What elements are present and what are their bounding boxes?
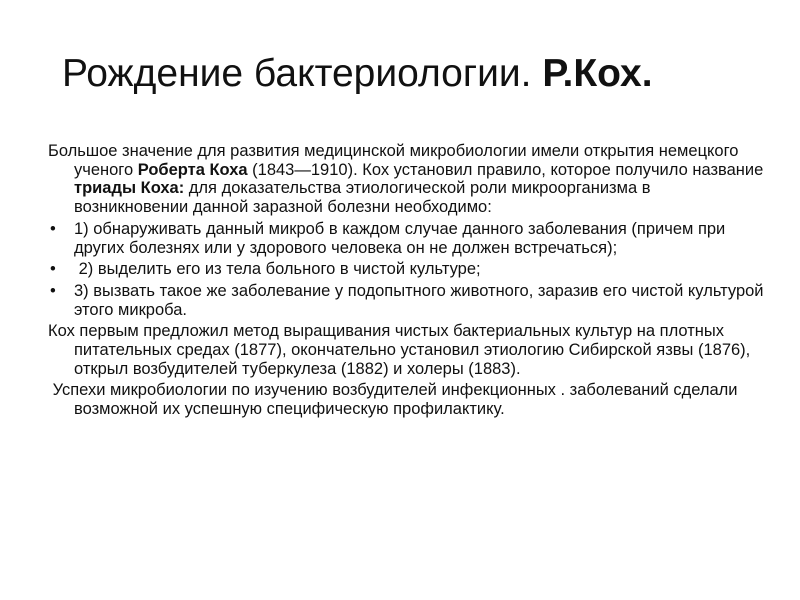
intro-text-1: Большое значение для развития медицинской микробиологии имели открытия немецкого ученого [48, 142, 739, 179]
microbiology-success-paragraph: Успехи микробиологии по изучению возбудителей инфекционных . заболеваний сделали возможной их успешную специфическую профилактику. [48, 381, 738, 419]
bullet-text: 3) вызвать такое же заболевание у подопытного животного, заразив его чистой культурой этого микроба. [74, 281, 764, 319]
koch-name: Роберта Коха [137, 160, 248, 179]
slide-body [48, 142, 768, 419]
bullet-item [48, 260, 768, 279]
bullet-marker: • [50, 260, 56, 279]
title-bold: Р.Кох. [542, 52, 653, 95]
intro-text-3: для доказательства этиологической роли микроорганизма в возникновении данной заразной болезни необходимо: [74, 179, 651, 217]
bullet-item [48, 220, 768, 257]
koch-achievements-paragraph: Кох первым предложил метод выращивания чистых бактериальных культур на плотных питательных средах (1877), окончательно установил этиологию Сибирской язвы (1876), открыл возбудителей туберкулеза (1882) и холеры (1883). [48, 322, 751, 378]
intro-paragraph [48, 142, 768, 217]
bullet-text: 1) обнаруживать данный микроб в каждом случае данного заболевания (причем при других болезнях или у здорового человека он не должен встречаться); [74, 219, 726, 257]
bullet-item [48, 282, 768, 319]
bullet-text: 2) выделить его из тела больного в чистой культуре; [74, 260, 481, 279]
intro-text-2: (1843—1910). Кох установил правило, которое получило название [247, 160, 764, 179]
title-main: Рождение бактериологии. [62, 52, 532, 95]
bullet-marker: • [50, 281, 56, 300]
bullet-marker: • [50, 219, 56, 238]
slide-title [62, 52, 782, 96]
koch-triad-term: триады Коха: [74, 179, 185, 198]
